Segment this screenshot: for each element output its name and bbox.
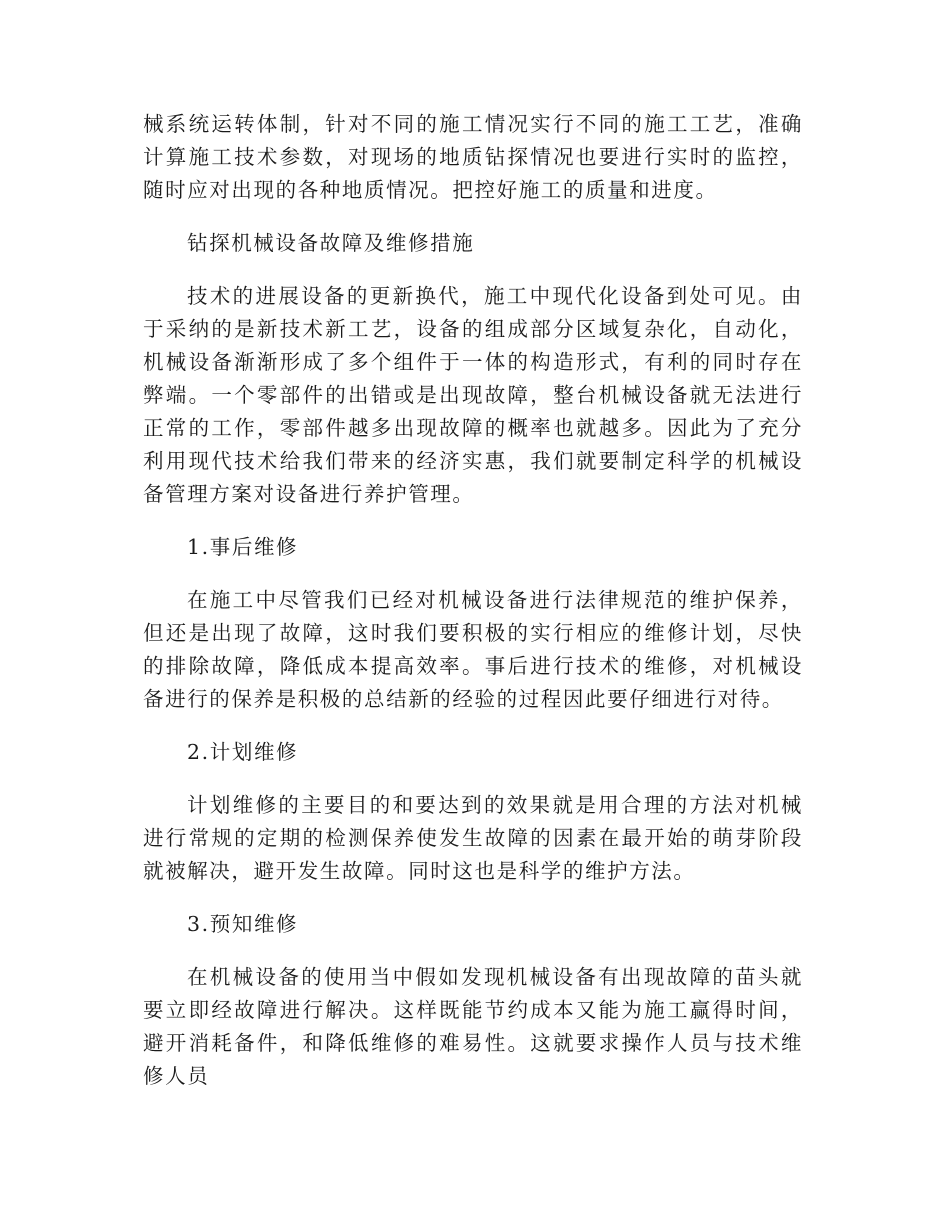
section-heading-planned-repair: 2.计划维修 — [187, 740, 299, 764]
paragraph-post-repair: 在施工中尽管我们已经对机械设备进行法律规范的维护保养，但还是出现了故障，这时我们要积极的实行相应的维修计划，尽快的排除故障，降低成本提高效率。事后进行技术的维修，对机械设备进行的保养是积极的总结新的经验的过程因此要仔细进行对待。 — [143, 588, 803, 711]
section-heading-post-repair: 1.事后维修 — [187, 535, 299, 559]
document-body — [143, 108, 803, 1113]
paragraph-planned-repair: 计划维修的主要目的和要达到的效果就是用合理的方法对机械进行常规的定期的检测保养使发生故障的因素在最开始的萌芽阶段就被解决，避开发生故障。同时这也是科学的维护方法。 — [143, 793, 803, 883]
section-heading-equipment-faults: 钻探机械设备故障及维修措施 — [187, 231, 475, 255]
paragraph-continuation: 械系统运转体制，针对不同的施工情况实行不同的施工工艺，准确计算施工技术参数，对现场的地质钻探情况也要进行实时的监控，随时应对出现的各种地质情况。把控好施工的质量和进度。 — [143, 112, 803, 202]
paragraph-equipment-complexity: 技术的进展设备的更新换代，施工中现代化设备到处可见。由于采纳的是新技术新工艺，设备的组成部分区域复杂化，自动化，机械设备渐渐形成了多个组件于一体的构造形式，有利的同时存在弊端。一个零部件的出错或是出现故障，整台机械设备就无法进行正常的工作，零部件越多出现故障的概率也就越多。因此为了充分利用现代技术给我们带来的经济实惠，我们就要制定科学的机械设备管理方案对设备进行养护管理。 — [143, 284, 803, 506]
section-heading-predictive-repair: 3.预知维修 — [187, 912, 299, 936]
paragraph-predictive-repair: 在机械设备的使用当中假如发现机械设备有出现故障的苗头就要立即经故障进行解决。这样既能节约成本又能为施工赢得时间，避开消耗备件，和降低维修的难易性。这就要求操作人员与技术维修人员 — [143, 965, 803, 1088]
